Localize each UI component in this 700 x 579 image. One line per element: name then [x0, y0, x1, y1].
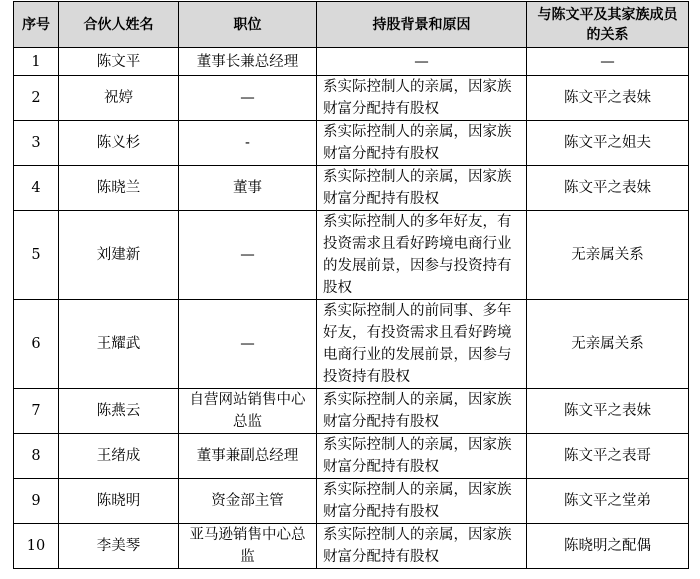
cell-name: 王绪成	[59, 434, 179, 479]
cell-relation: 陈文平之表妹	[527, 389, 689, 434]
table-row	[14, 479, 689, 524]
cell-background: —	[317, 48, 527, 76]
cell-position: 董事长兼总经理	[179, 48, 317, 76]
table-row	[14, 48, 689, 76]
table-row	[14, 300, 689, 389]
table-row	[14, 121, 689, 166]
cell-relation: 陈文平之表妹	[527, 166, 689, 211]
cell-background: 系实际控制人的亲属，因家族财富分配持有股权	[317, 434, 527, 479]
cell-background: 系实际控制人的前同事、多年好友，有投资需求且看好跨境电商行业的发展前景，因参与投资持有股权	[317, 300, 527, 389]
header-relation: 与陈文平及其家族成员的关系	[527, 2, 689, 48]
table-header-row	[14, 2, 689, 48]
table-row	[14, 434, 689, 479]
cell-index: 7	[14, 389, 59, 434]
cell-index: 6	[14, 300, 59, 389]
cell-position: -	[179, 121, 317, 166]
cell-name: 李美琴	[59, 524, 179, 569]
cell-position: 自营网站销售中心总监	[179, 389, 317, 434]
table-row	[14, 166, 689, 211]
cell-position: 资金部主管	[179, 479, 317, 524]
header-position: 职位	[179, 2, 317, 48]
cell-position: —	[179, 76, 317, 121]
cell-relation: 陈文平之姐夫	[527, 121, 689, 166]
cell-index: 10	[14, 524, 59, 569]
cell-relation: 陈文平之表哥	[527, 434, 689, 479]
cell-background: 系实际控制人的亲属，因家族财富分配持有股权	[317, 76, 527, 121]
cell-name: 陈晓兰	[59, 166, 179, 211]
cell-index: 3	[14, 121, 59, 166]
cell-index: 4	[14, 166, 59, 211]
header-name: 合伙人姓名	[59, 2, 179, 48]
cell-background: 系实际控制人的亲属，因家族财富分配持有股权	[317, 121, 527, 166]
cell-name: 陈义杉	[59, 121, 179, 166]
cell-name: 陈燕云	[59, 389, 179, 434]
cell-index: 1	[14, 48, 59, 76]
cell-index: 5	[14, 211, 59, 300]
cell-background: 系实际控制人的亲属，因家族财富分配持有股权	[317, 524, 527, 569]
cell-position: —	[179, 211, 317, 300]
cell-relation: —	[527, 48, 689, 76]
cell-background: 系实际控制人的多年好友，有投资需求且看好跨境电商行业的发展前景，因参与投资持有股权	[317, 211, 527, 300]
cell-index: 8	[14, 434, 59, 479]
cell-background: 系实际控制人的亲属，因家族财富分配持有股权	[317, 479, 527, 524]
cell-name: 王耀武	[59, 300, 179, 389]
table-row	[14, 389, 689, 434]
cell-position: 亚马逊销售中心总监	[179, 524, 317, 569]
cell-position: —	[179, 300, 317, 389]
table-row	[14, 76, 689, 121]
cell-background: 系实际控制人的亲属，因家族财富分配持有股权	[317, 389, 527, 434]
cell-relation: 陈晓明之配偶	[527, 524, 689, 569]
cell-name: 祝婷	[59, 76, 179, 121]
partners-table	[13, 1, 689, 569]
cell-relation: 陈文平之表妹	[527, 76, 689, 121]
cell-index: 2	[14, 76, 59, 121]
cell-position: 董事	[179, 166, 317, 211]
table-row	[14, 211, 689, 300]
header-index: 序号	[14, 2, 59, 48]
cell-name: 陈文平	[59, 48, 179, 76]
cell-relation: 无亲属关系	[527, 300, 689, 389]
header-background: 持股背景和原因	[317, 2, 527, 48]
table-row	[14, 524, 689, 569]
cell-background: 系实际控制人的亲属，因家族财富分配持有股权	[317, 166, 527, 211]
cell-relation: 无亲属关系	[527, 211, 689, 300]
cell-name: 刘建新	[59, 211, 179, 300]
cell-index: 9	[14, 479, 59, 524]
cell-relation: 陈文平之堂弟	[527, 479, 689, 524]
cell-position: 董事兼副总经理	[179, 434, 317, 479]
cell-name: 陈晓明	[59, 479, 179, 524]
